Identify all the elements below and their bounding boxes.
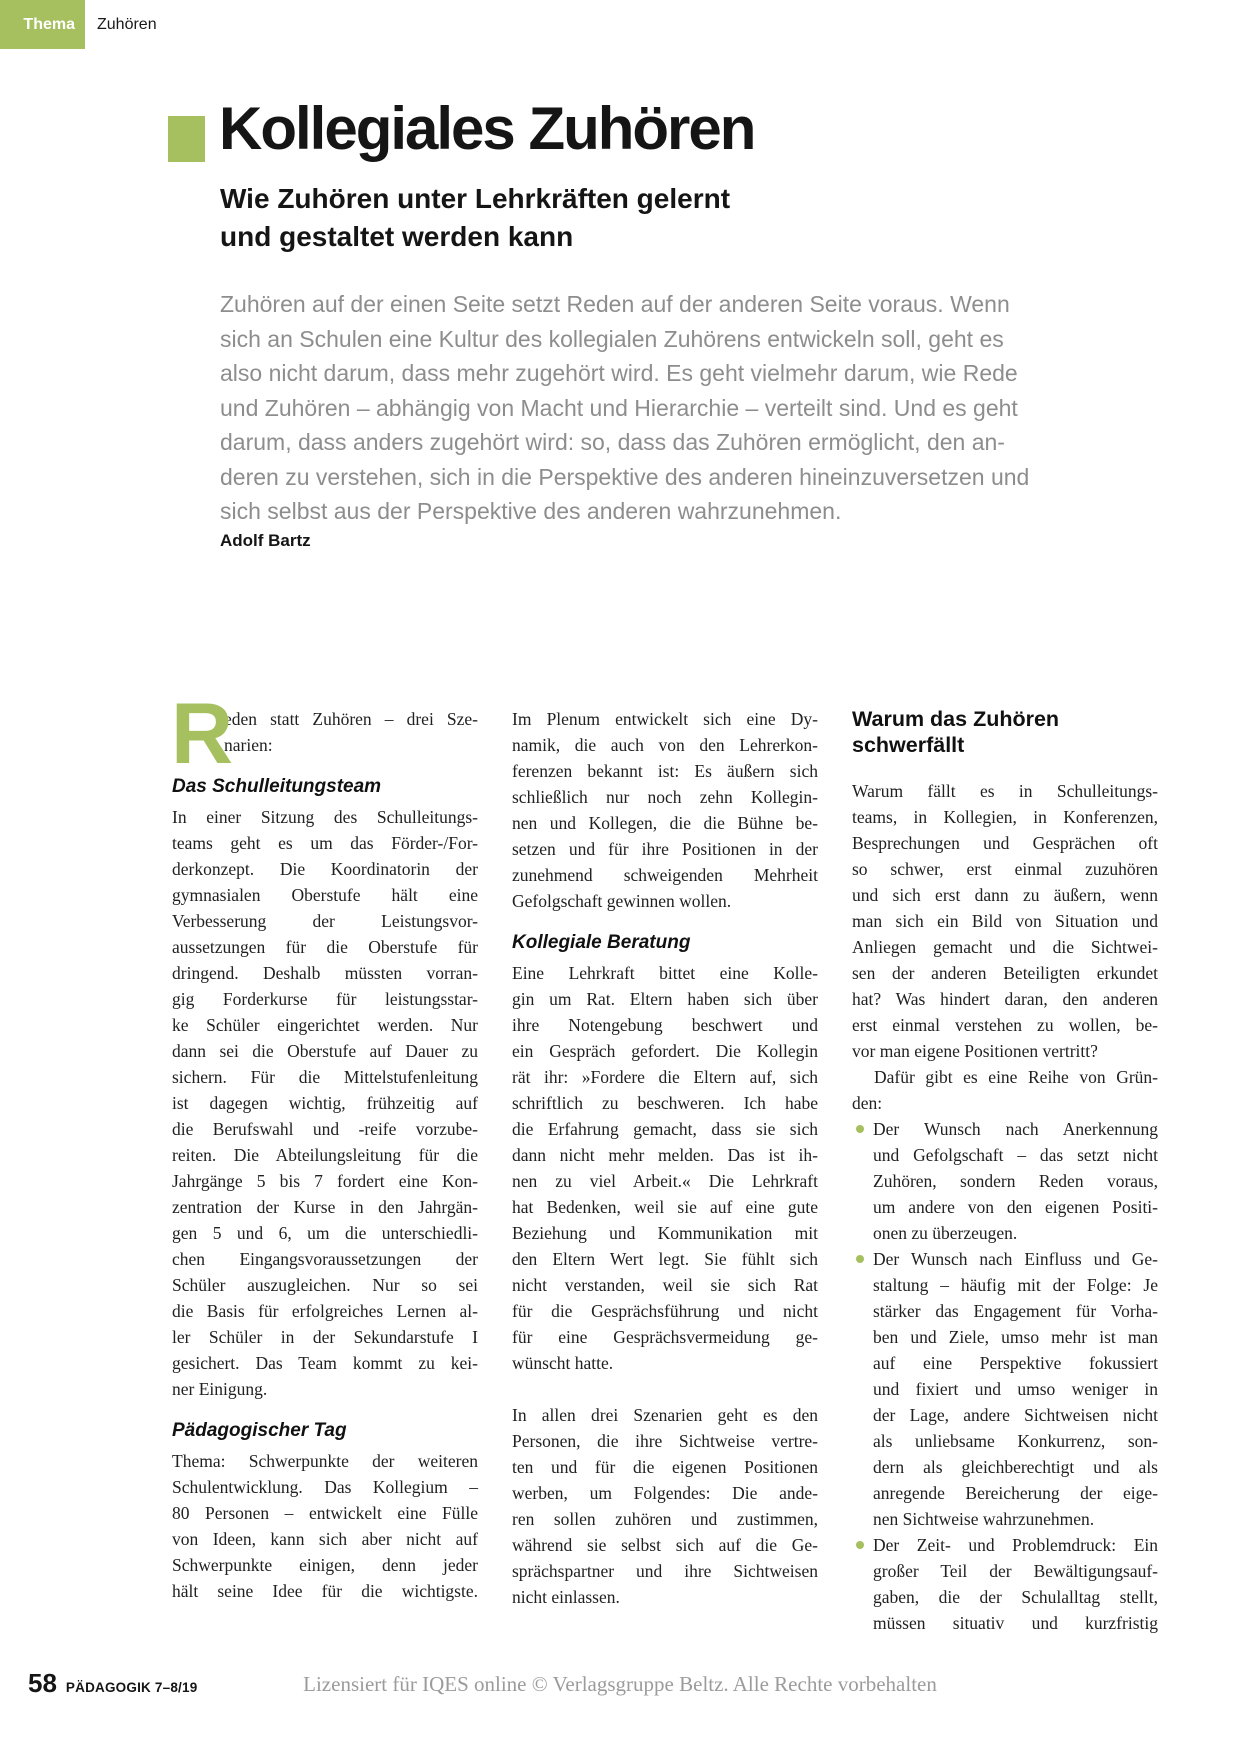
paragraph (512, 960, 818, 1376)
text-column (512, 706, 818, 1636)
text-line: rät ihr: »Fordere die Eltern auf, sich (512, 1067, 818, 1087)
text-line: die Basis für erfolgreiches Lernen al- (172, 1301, 478, 1321)
intro-line: sich an Schulen eine Kultur des kollegialen Zuhörens entwickeln soll, geht es (220, 325, 1004, 352)
text-line: ren sollen zuhören und zustimmen, (512, 1509, 818, 1529)
text-line: gig Forderkurse für leistungsstar- (172, 989, 478, 1009)
intro-line: darum, dass anders zugehört wird: so, dass das Zuhören ermöglicht, den an- (220, 429, 1005, 455)
text-line: Beziehung und Kommunikation mit (512, 1223, 818, 1243)
drop-cap-paragraph (171, 686, 478, 782)
text-line: für eine Gesprächsvermeidung ge- (512, 1327, 818, 1347)
text-line: ten und für die eigenen Positionen (512, 1457, 818, 1477)
text-line: gymnasialen Oberstufe hält eine (172, 885, 478, 905)
column-subheading: Kollegiale Beratung (512, 932, 691, 953)
text-line: anregende Bereicherung der eige- (873, 1483, 1158, 1503)
text-line: Schulentwicklung. Das Kollegium – (172, 1477, 478, 1497)
text-line: müssen situativ und kurzfristig (873, 1613, 1158, 1633)
text-line: sen der anderen Beteiligten erkundet (852, 963, 1158, 983)
paragraph (512, 1402, 818, 1610)
text-line: erst einmal verstehen zu wollen, be- (852, 1015, 1158, 1035)
text-line: als unliebsame Konkurrenz, son- (873, 1431, 1158, 1451)
text-line: wünscht hatte. (512, 1353, 614, 1373)
license-note: Lizensiert für IQES online © Verlagsgruppe Beltz. Alle Rechte vorbehalten (303, 1672, 937, 1696)
text-line: ist dagegen wichtig, frühzeitig auf (172, 1093, 478, 1113)
page-number: 58 (28, 1668, 57, 1698)
text-column (171, 686, 478, 1636)
text-line: eden statt Zuhören – drei Sze- (224, 709, 478, 729)
text-line: derkonzept. Die Koordinatorin der (172, 859, 478, 879)
journal-name: PÄDAGOGIK 7–8/19 (65, 1680, 198, 1695)
text-line: Besprechungen und Gesprächen oft (852, 833, 1158, 853)
text-line: Der Wunsch nach Anerkennung (873, 1119, 1158, 1139)
text-line: schriftlich zu beschweren. Ich habe (512, 1093, 818, 1113)
text-line: Verbesserung der Leistungsvor- (172, 911, 478, 931)
text-line: dann sei die Oberstufe auf Dauer zu (172, 1041, 478, 1061)
text-line: so schwer, erst einmal zuzuhören (852, 859, 1158, 879)
subtitle-line-2: und gestaltet werden kann (220, 221, 574, 252)
text-line: und fixiert und umso weniger in (873, 1379, 1158, 1399)
paragraph (852, 778, 1158, 1064)
article-columns (171, 686, 1158, 1636)
text-line: stärker das Engagement für Vorha- (873, 1301, 1158, 1321)
text-line: reiten. Die Abteilungsleitung für die (172, 1145, 478, 1165)
text-line: Schwerpunkte einigen, denn jeder (172, 1555, 478, 1575)
text-line: gaben, die der Schulalltag stellt, (873, 1587, 1158, 1607)
text-line: ihre Notengebung beschwert und (512, 1015, 818, 1035)
bullet-dot-icon (856, 1125, 864, 1133)
bullet-item (852, 1246, 1158, 1532)
paragraph (512, 706, 818, 914)
text-line: Gefolgschaft gewinnen wollen. (512, 891, 732, 911)
drop-cap: R (171, 686, 234, 782)
text-line: Im Plenum entwickelt sich eine Dy- (512, 709, 818, 729)
text-line: nen und Kollegen, die die Bühne be- (512, 813, 818, 833)
text-line: aussetzungen für die Oberstufe für (172, 937, 478, 957)
text-line: den Eltern Wert legt. Sie fühlt sich (512, 1249, 818, 1269)
text-line: dringend. Deshalb müssten vorran- (172, 963, 478, 983)
text-line: Zuhören, sondern Reden voraus, (873, 1171, 1158, 1191)
intro-line: Zuhören auf der einen Seite setzt Reden auf der anderen Seite voraus. Wenn (220, 291, 1010, 317)
text-line: die Berufswahl und -reife vorzube- (172, 1119, 478, 1139)
text-line: namik, die auch von den Lehrerkon- (512, 735, 818, 755)
text-line: Eine Lehrkraft bittet eine Kolle- (512, 963, 818, 983)
text-line: teams geht es um das Förder-/For- (172, 833, 478, 853)
text-line: narien: (224, 735, 273, 755)
text-line: zunehmend schweigenden Mehrheit (512, 865, 818, 885)
text-line: ke Schüler eingerichtet werden. Nur (172, 1015, 478, 1035)
text-line: um andere von den eigenen Positi- (873, 1197, 1158, 1217)
text-line: Der Wunsch nach Einfluss und Ge- (873, 1249, 1158, 1269)
text-line: Der Zeit- und Problemdruck: Ein (873, 1535, 1158, 1555)
text-line: staltung – häufig mit der Folge: Je (873, 1275, 1158, 1295)
text-line: für die Gesprächsführung und nicht (512, 1301, 818, 1321)
text-line: gen 5 und 6, um die unterschiedli- (172, 1223, 478, 1243)
bullet-dot-icon (856, 1255, 864, 1263)
text-line: teams, in Kollegien, in Konferenzen, (852, 807, 1158, 827)
text-line: Thema: Schwerpunkte der weiteren (172, 1451, 478, 1471)
text-line: Anliegen gemacht und die Sichtwei- (852, 937, 1158, 957)
text-line: Schüler auszugleichen. Nur so sei (172, 1275, 478, 1295)
text-line: die Erfahrung gemacht, dass sie sich (512, 1119, 818, 1139)
intro-line: und Zuhören – abhängig von Macht und Hierarchie – verteilt sind. Und es geht (220, 394, 1018, 421)
text-line: hat Bedenken, weil sie auf eine gute (512, 1197, 818, 1217)
thema-tab-label: Thema (23, 15, 75, 33)
text-line: während sie selbst sich auf die Ge- (512, 1535, 818, 1555)
text-line: Jahrgänge 5 bis 7 fordert eine Kon- (172, 1171, 478, 1191)
intro-line: also nicht darum, dass mehr zugehört wird. Es geht vielmehr darum, wie Rede (220, 360, 1018, 386)
column-subheading: Das Schulleitungsteam (172, 776, 382, 797)
subtitle-line-1: Wie Zuhören unter Lehrkräften gelernt (220, 183, 731, 214)
text-line: dern als gleichberechtigt und als (873, 1457, 1158, 1477)
text-line: hat? Was hindert daran, den anderen (852, 989, 1158, 1009)
text-line: von Ideen, kann sich aber nicht auf (172, 1529, 478, 1549)
author-name: Adolf Bartz (220, 531, 311, 550)
text-line: nen Sichtweise wahrzunehmen. (873, 1509, 1095, 1529)
paragraph (852, 1064, 1158, 1116)
text-line: ferenzen bekannt ist: Es äußern sich (512, 761, 818, 781)
text-line: sprächspartner und ihre Sichtweisen (512, 1561, 818, 1581)
text-line: Dafür gibt es eine Reihe von Grün- (874, 1067, 1158, 1087)
bullet-item (852, 1116, 1158, 1246)
intro-line: deren zu verstehen, sich in die Perspektive des anderen hineinzuversetzen und (220, 463, 1030, 490)
text-line: chen Eingangsvoraussetzungen der (172, 1249, 478, 1269)
paragraph-spacer (512, 1376, 818, 1402)
text-line: man sich ein Bild von Situation und (852, 911, 1158, 931)
text-line: schließlich nur noch zehn Kollegin- (512, 787, 818, 807)
bullet-item (852, 1532, 1158, 1636)
text-line: den: (852, 1093, 883, 1113)
text-line: gesichert. Das Team kommt zu kei- (172, 1353, 478, 1373)
text-line: auf eine Perspektive fokussiert (873, 1353, 1158, 1373)
title-square-icon (168, 116, 205, 162)
text-line: nicht verstanden, weil sie sich Rat (512, 1275, 818, 1295)
paragraph (172, 804, 478, 1402)
text-line: gin um Rat. Eltern haben sich über (512, 989, 818, 1009)
paragraph (172, 1448, 478, 1604)
bullet-dot-icon (856, 1541, 864, 1549)
text-line: 80 Personen – entwickelt eine Fülle (172, 1503, 478, 1523)
text-line: In einer Sitzung des Schulleitungs- (172, 807, 478, 827)
text-line: Warum fällt es in Schulleitungs- (852, 781, 1158, 801)
text-line: dann nicht mehr melden. Das ist ih- (512, 1145, 818, 1165)
text-line: In allen drei Szenarien geht es den (512, 1405, 818, 1425)
text-line: der Lage, andere Sichtweisen nicht (873, 1405, 1158, 1425)
intro-line: sich selbst aus der Perspektive des anderen wahrzunehmen. (220, 498, 842, 524)
text-line: großer Teil der Bewältigungsauf- (873, 1561, 1158, 1581)
text-line: und Gefolgschaft – das setzt nicht (873, 1145, 1158, 1165)
text-line: hält seine Idee für die wichtigste. (172, 1581, 478, 1601)
text-line: ler Schüler in der Sekundarstufe I (172, 1327, 478, 1347)
text-line: ben und Ziele, umso mehr ist man (873, 1327, 1158, 1347)
column-subheading: Pädagogischer Tag (172, 1420, 347, 1441)
article-subtitle (220, 180, 730, 256)
text-line: onen zu überzeugen. (873, 1223, 1018, 1243)
text-line: und sich erst dann zu äußern, wenn (852, 885, 1158, 905)
text-column (852, 706, 1158, 1636)
text-line: vor man eigene Positionen vertritt? (852, 1041, 1098, 1061)
text-line: sichern. Für die Mittelstufenleitung (172, 1067, 478, 1087)
thema-tab (0, 0, 85, 49)
text-line: nicht einlassen. (512, 1587, 620, 1607)
article-title: Kollegiales Zuhören (219, 95, 755, 162)
intro-paragraph (220, 287, 1100, 529)
text-line: werben, um Folgendes: Die ande- (512, 1483, 818, 1503)
topic-label: Zuhören (97, 15, 157, 33)
text-line: Personen, die ihre Sichtweise vertre- (512, 1431, 818, 1451)
text-line: nen zu viel Arbeit.« Die Lehrkraft (512, 1171, 818, 1191)
text-line: setzen und für ihre Positionen in der (512, 839, 818, 859)
text-line: ein Gespräch gefordert. Die Kollegin (512, 1041, 818, 1061)
section-heading: Warum das Zuhören schwerfällt (852, 707, 1060, 757)
text-line: ner Einigung. (172, 1379, 268, 1399)
text-line: zentration der Kurse in den Jahrgän- (172, 1197, 478, 1217)
